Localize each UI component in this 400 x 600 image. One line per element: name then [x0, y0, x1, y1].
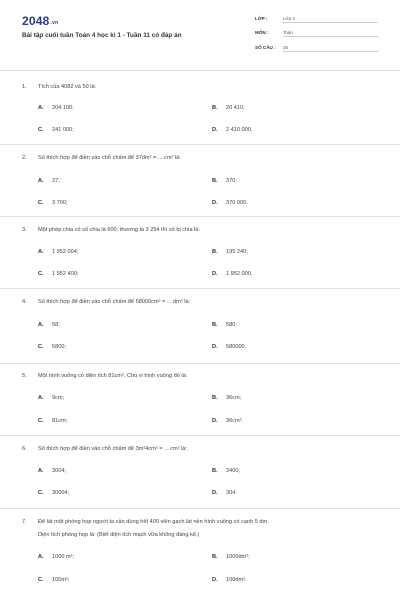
- divider: [0, 144, 400, 145]
- divider: [0, 508, 400, 509]
- option-a[interactable]: A. 3004;: [38, 468, 66, 474]
- divider: [0, 435, 400, 436]
- option-c[interactable]: C. 100m²;: [38, 577, 70, 583]
- option-b[interactable]: B. 36cm;: [212, 395, 242, 401]
- option-a[interactable]: A. 1 952 004;: [38, 249, 79, 255]
- option-b[interactable]: B. 580;: [212, 322, 237, 328]
- option-c[interactable]: C. 81cm;: [38, 418, 68, 424]
- question-text: 2. Số thích hợp để điền vào chỗ chấm để 37dm² = ... cm² là:: [22, 155, 181, 161]
- option-c[interactable]: C. 3 700;: [38, 200, 68, 206]
- divider: [0, 288, 400, 289]
- option-d[interactable]: D. 370 000.: [212, 200, 248, 206]
- meta-question-count: SỐ CÂU : 25: [255, 45, 380, 52]
- question-text: 1. Tích của 4082 và 50 là:: [22, 84, 97, 90]
- option-d[interactable]: D. 304.: [212, 490, 237, 496]
- option-a[interactable]: A. 204 100;: [38, 105, 74, 111]
- option-b[interactable]: B. 3400;: [212, 468, 240, 474]
- option-b[interactable]: B. 20 410;: [212, 105, 245, 111]
- meta-class: LỚP : Lớp 4: [255, 16, 380, 23]
- question-text: 4. Số thích hợp để điền vào chỗ chấm để 58000cm² = ... dm² là:: [22, 299, 191, 305]
- option-c[interactable]: C. 1 952 400;: [38, 271, 79, 277]
- option-b[interactable]: B. 370;: [212, 178, 237, 184]
- option-d[interactable]: D. 100dm².: [212, 577, 247, 583]
- option-d[interactable]: D. 580000.: [212, 344, 247, 350]
- option-a[interactable]: A. 1000 m²;: [38, 554, 75, 560]
- option-c[interactable]: C. 5800;: [38, 344, 66, 350]
- option-d[interactable]: D. 2 410 000.: [212, 127, 253, 133]
- option-d[interactable]: D. 36cm².: [212, 418, 244, 424]
- question-text: 3. Một phép chia có số chia là 600, thương là 3 254 thì số bị chia là:: [22, 227, 200, 233]
- question-text: 7. Để lát một phòng họp người ta cần dùng hết 400 viên gạch lát nền hình vuông có cạnh 5 dm.: [22, 519, 269, 525]
- option-c[interactable]: C. 241 000;: [38, 127, 74, 133]
- option-a[interactable]: A. 9cm;: [38, 395, 65, 401]
- divider: [0, 363, 400, 364]
- divider: [0, 216, 400, 217]
- option-a[interactable]: A. 37;: [38, 178, 60, 184]
- meta-subject: MÔN : Toán: [255, 30, 380, 37]
- question-text: 6. Số thích hợp để điền vào chỗ chấm để 3m²4cm² = ... cm² là:: [22, 446, 188, 452]
- option-b[interactable]: B. 1000dm²;: [212, 554, 250, 560]
- option-d[interactable]: D. 1 952 000.: [212, 271, 253, 277]
- question-text-continued: Diện tích phòng họp là: (Biết diện tích mạch vữa không đáng kể.): [38, 532, 200, 538]
- option-b[interactable]: B. 195 240;: [212, 249, 248, 255]
- worksheet-header: [0, 0, 400, 71]
- option-a[interactable]: A. 58;: [38, 322, 60, 328]
- page-title: Bài tập cuối tuần Toán 4 học kì 1 - Tuần 11 có đáp án: [22, 32, 182, 39]
- question-text: 5. Một hình vuông có diện tích 81cm². Chu vi hình vuông đó là:: [22, 373, 188, 379]
- option-c[interactable]: C. 30004;: [38, 490, 70, 496]
- site-logo[interactable]: $2048^{.vn}$: [22, 14, 59, 28]
